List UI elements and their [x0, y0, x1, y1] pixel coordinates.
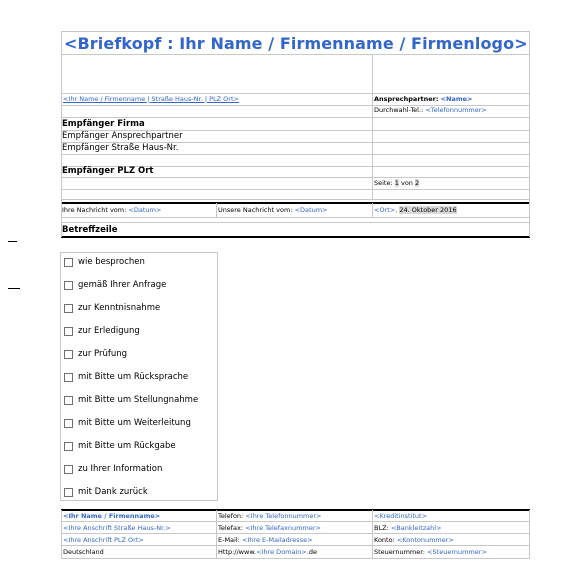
recipient-company[interactable]: Empfänger Firma	[62, 119, 145, 129]
your-message-label: Ihre Nachricht vom:	[62, 206, 127, 214]
footer-account-field[interactable]: <Kontonummer>	[396, 536, 454, 544]
footer-fax-label: Telefax:	[218, 524, 243, 532]
checkbox-item[interactable]	[64, 440, 176, 452]
letterhead-title[interactable]: <Briefkopf : Ihr Name / Firmenname / Firmenlogo>	[64, 34, 528, 53]
footer-phone	[218, 512, 321, 521]
sender-line[interactable]: <Ihr Name / Firmenname | Straße Haus-Nr. | PLZ Ort>	[63, 95, 239, 103]
our-message-field[interactable]: <Datum>	[294, 206, 328, 214]
checkbox[interactable]	[64, 465, 73, 474]
footer-street[interactable]: <Ihre Anschrift Straße Haus-Nr.>	[63, 524, 171, 532]
checkbox-item[interactable]	[64, 348, 127, 360]
checkbox-label: mit Bitte um Rückgabe	[78, 441, 176, 451]
checkbox[interactable]	[64, 281, 73, 290]
footer-country[interactable]: Deutschland	[63, 548, 104, 556]
checkbox-label: zur Erledigung	[78, 326, 140, 336]
recipient-city[interactable]: Empfänger PLZ Ort	[62, 166, 154, 176]
your-message-date	[62, 206, 161, 215]
subject-line[interactable]: Betreffzeile	[62, 225, 118, 235]
footer-tax-label: Steuernummer:	[374, 548, 426, 556]
footer-account	[374, 536, 454, 545]
punch-mark	[8, 288, 20, 289]
place-date	[374, 206, 457, 215]
phone-label: Durchwahl-Tel.:	[374, 106, 424, 114]
contact-name-field[interactable]: <Name>	[440, 95, 473, 103]
contact-label: Ansprechpartner:	[374, 95, 439, 103]
page-number	[374, 179, 419, 188]
recipient-street[interactable]: Empfänger Straße Haus-Nr.	[62, 143, 179, 153]
checkbox[interactable]	[64, 488, 73, 497]
checkbox-label: mit Dank zurück	[78, 487, 148, 497]
footer-tax-field[interactable]: <Steuernummer>	[427, 548, 487, 556]
checkbox[interactable]	[64, 419, 73, 428]
checkbox-item[interactable]	[64, 325, 140, 337]
footer-bank	[374, 512, 427, 521]
checkbox-item[interactable]	[64, 417, 191, 429]
your-message-field[interactable]: <Datum>	[128, 206, 162, 214]
checkbox-item[interactable]	[64, 256, 145, 268]
page-current: 1	[394, 179, 399, 187]
page-total: 2	[415, 179, 420, 187]
footer-blz	[374, 524, 442, 533]
footer-email-field[interactable]: <Ihre E-Mailadresse>	[241, 536, 313, 544]
checkbox[interactable]	[64, 442, 73, 451]
footer-tax	[374, 548, 487, 557]
checkbox-item[interactable]	[64, 463, 162, 475]
place-field[interactable]: <Ort>,	[374, 206, 398, 214]
footer-phone-label: Telefon:	[218, 512, 244, 520]
footer-website-suffix: .de	[306, 548, 318, 556]
page-label: Seite:	[374, 179, 393, 187]
footer-domain-field[interactable]: <Ihre Domain>	[256, 548, 307, 556]
direct-phone	[374, 106, 487, 115]
page-separator: von	[400, 179, 413, 187]
checkbox-label: zu Ihrer Information	[78, 464, 163, 474]
phone-field[interactable]: <Telefonnummer>	[425, 106, 487, 114]
footer-blz-label: BLZ:	[374, 524, 389, 532]
checkbox[interactable]	[64, 396, 73, 405]
our-message-label: Unsere Nachricht vom:	[218, 206, 293, 214]
checkbox-label: wie besprochen	[78, 257, 145, 267]
checkbox[interactable]	[64, 327, 73, 336]
checkbox[interactable]	[64, 258, 73, 267]
footer-phone-field[interactable]: <Ihre Telefonnummer>	[245, 512, 322, 520]
checkbox-item[interactable]	[64, 486, 148, 498]
checkbox-label: mit Bitte um Stellungnahme	[78, 395, 199, 405]
footer-fax-field[interactable]: <Ihre Telefaxnummer>	[245, 524, 321, 532]
recipient-contact[interactable]: Empfänger Ansprechpartner	[62, 131, 183, 141]
our-message-date	[218, 206, 328, 215]
checkbox-item[interactable]	[64, 279, 166, 291]
footer-bank-field[interactable]: <Kreditinstitut>	[374, 512, 428, 520]
checkbox-item[interactable]	[64, 302, 160, 314]
footer-website	[218, 548, 317, 557]
checkbox-label: zur Kenntnisnahme	[78, 303, 161, 313]
date-field[interactable]: 24. Oktober 2016	[399, 206, 457, 214]
footer-blz-field[interactable]: <Bankleitzahl>	[390, 524, 442, 532]
footer-company-name[interactable]: <Ihr Name / Firmenname>	[63, 512, 161, 520]
checkbox-item[interactable]	[64, 394, 198, 406]
checkbox-label: mit Bitte um Rücksprache	[78, 372, 189, 382]
checkbox[interactable]	[64, 373, 73, 382]
footer-fax	[218, 524, 321, 533]
checkbox[interactable]	[64, 350, 73, 359]
checkbox[interactable]	[64, 304, 73, 313]
footer-website-prefix: Http://www.	[218, 548, 257, 556]
footer-account-label: Konto:	[374, 536, 395, 544]
contact-person	[374, 95, 472, 104]
checkbox-label: gemäß Ihrer Anfrage	[78, 280, 167, 290]
checkbox-item[interactable]	[64, 371, 188, 383]
fold-mark	[8, 241, 17, 242]
footer-city[interactable]: <Ihre Anschrift PLZ Ort>	[63, 536, 144, 544]
checkbox-label: mit Bitte um Weiterleitung	[78, 418, 191, 428]
checkbox-label: zur Prüfung	[78, 349, 128, 359]
footer-email	[218, 536, 313, 545]
checkbox-list	[60, 252, 218, 501]
footer-email-label: E-Mail:	[218, 536, 240, 544]
